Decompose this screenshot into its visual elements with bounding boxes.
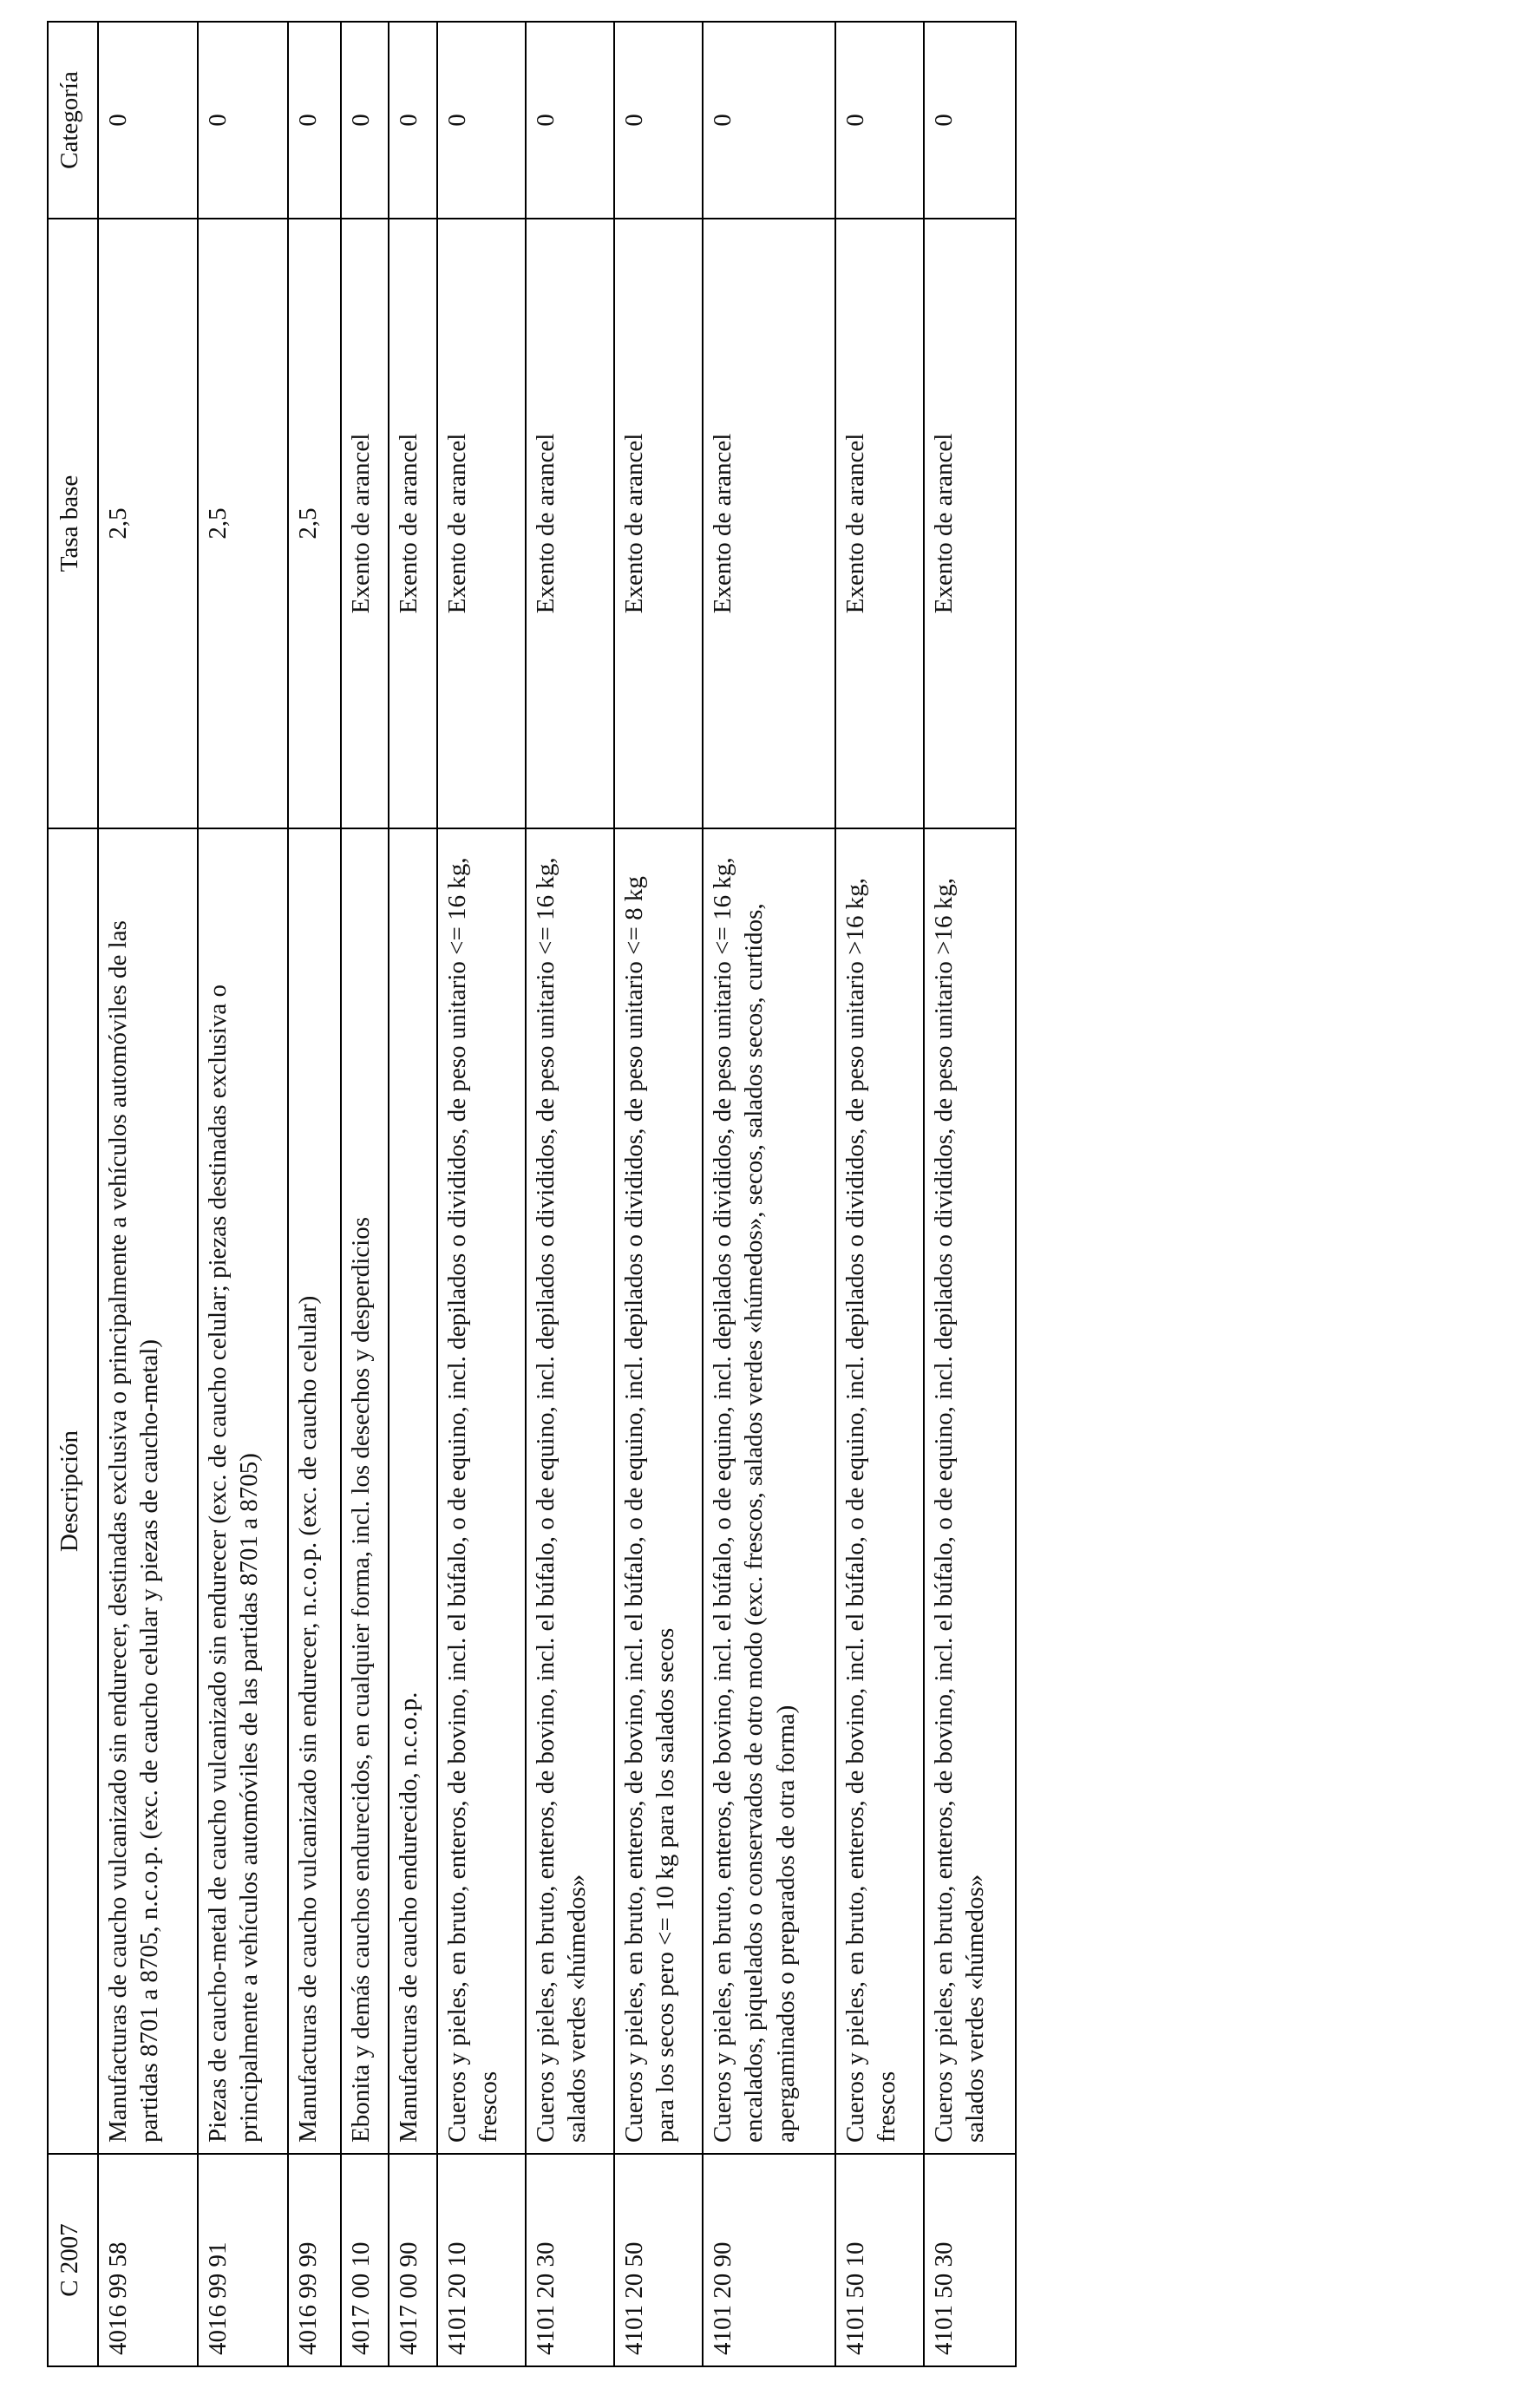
cell-description: Cueros y pieles, en bruto, enteros, de bovino, incl. el búfalo, o de equino, incl. depilados o divididos, de peso unitario <= 16 kg, frescos — [437, 828, 526, 2154]
cell-description: Manufacturas de caucho endurecido, n.c.o.p. — [389, 828, 437, 2154]
cell-code: 4016 99 99 — [288, 2154, 341, 2366]
header-description: Descripción — [48, 828, 98, 2154]
cell-code: 4101 20 90 — [703, 2154, 835, 2366]
table-row — [198, 22, 288, 2366]
table-row — [526, 22, 614, 2366]
cell-base-rate: Exento de arancel — [389, 219, 437, 828]
cell-code: 4101 20 10 — [437, 2154, 526, 2366]
table-row — [389, 22, 437, 2366]
table-row — [288, 22, 341, 2366]
cell-base-rate: 2,5 — [98, 219, 198, 828]
header-base-rate: Tasa base — [48, 219, 98, 828]
cell-category: 0 — [924, 22, 1016, 219]
cell-base-rate: Exento de arancel — [341, 219, 389, 828]
cell-description: Cueros y pieles, en bruto, enteros, de bovino, incl. el búfalo, o de equino, incl. depilados o divididos, de peso unitario >16 kg, frescos — [835, 828, 924, 2154]
cell-category: 0 — [98, 22, 198, 219]
table-row — [924, 22, 1016, 2366]
cell-base-rate: 2,5 — [288, 219, 341, 828]
cell-code: 4016 99 58 — [98, 2154, 198, 2366]
cell-base-rate: Exento de arancel — [437, 219, 526, 828]
cell-category: 0 — [437, 22, 526, 219]
cell-description: Cueros y pieles, en bruto, enteros, de bovino, incl. el búfalo, o de equino, incl. depilados o divididos, de peso unitario <= 8 kg para los secos pero <= 10 kg para los salados secos — [614, 828, 703, 2154]
cell-base-rate: Exento de arancel — [614, 219, 703, 828]
cell-description: Piezas de caucho-metal de caucho vulcanizado sin endurecer (exc. de caucho celular; piezas destinadas exclusiva o principalmente a vehículos automóviles de las partidas 8701 a 8705) — [198, 828, 288, 2154]
table-row — [614, 22, 703, 2366]
cell-base-rate: Exento de arancel — [924, 219, 1016, 828]
cell-code: 4101 20 50 — [614, 2154, 703, 2366]
cell-base-rate: Exento de arancel — [835, 219, 924, 828]
cell-code: 4017 00 10 — [341, 2154, 389, 2366]
table-row — [437, 22, 526, 2366]
cell-category: 0 — [288, 22, 341, 219]
rotated-page — [47, 23, 990, 2367]
cell-code: 4101 50 30 — [924, 2154, 1016, 2366]
cell-code: 4101 20 30 — [526, 2154, 614, 2366]
cell-category: 0 — [341, 22, 389, 219]
cell-category: 0 — [526, 22, 614, 219]
header-category: Categoría — [48, 22, 98, 219]
tariff-table — [47, 21, 1017, 2367]
cell-category: 0 — [389, 22, 437, 219]
cell-description: Cueros y pieles, en bruto, enteros, de bovino, incl. el búfalo, o de equino, incl. depilados o divididos, de peso unitario <= 16 kg, salados verdes «húmedos» — [526, 828, 614, 2154]
table-row — [835, 22, 924, 2366]
cell-description: Cueros y pieles, en bruto, enteros, de bovino, incl. el búfalo, o de equino, incl. depilados o divididos, de peso unitario >16 kg, salados verdes «húmedos» — [924, 828, 1016, 2154]
table-row — [341, 22, 389, 2366]
cell-description: Cueros y pieles, en bruto, enteros, de bovino, incl. el búfalo, o de equino, incl. depilados o divididos, de peso unitario <= 16 kg, encalados, piquelados o conservados de otro modo (exc. frescos, salados verdes «húmedos», secos, salados secos, curtidos, apergaminados o preparados de otra forma) — [703, 828, 835, 2154]
cell-description: Manufacturas de caucho vulcanizado sin endurecer, destinadas exclusiva o principalmente a vehículos automóviles de las partidas 8701 a 8705, n.c.o.p. (exc. de caucho celular y piezas de caucho-metal) — [98, 828, 198, 2154]
table-row — [98, 22, 198, 2366]
cell-category: 0 — [198, 22, 288, 219]
cell-base-rate: Exento de arancel — [526, 219, 614, 828]
cell-category: 0 — [614, 22, 703, 219]
cell-description: Manufacturas de caucho vulcanizado sin endurecer, n.c.o.p. (exc. de caucho celular) — [288, 828, 341, 2154]
header-row — [48, 22, 98, 2366]
cell-code: 4101 50 10 — [835, 2154, 924, 2366]
cell-category: 0 — [835, 22, 924, 219]
header-code: C 2007 — [48, 2154, 98, 2366]
cell-base-rate: Exento de arancel — [703, 219, 835, 828]
table-row — [703, 22, 835, 2366]
cell-code: 4016 99 91 — [198, 2154, 288, 2366]
cell-base-rate: 2,5 — [198, 219, 288, 828]
cell-code: 4017 00 90 — [389, 2154, 437, 2366]
cell-category: 0 — [703, 22, 835, 219]
cell-description: Ebonita y demás cauchos endurecidos, en cualquier forma, incl. los desechos y desperdicios — [341, 828, 389, 2154]
